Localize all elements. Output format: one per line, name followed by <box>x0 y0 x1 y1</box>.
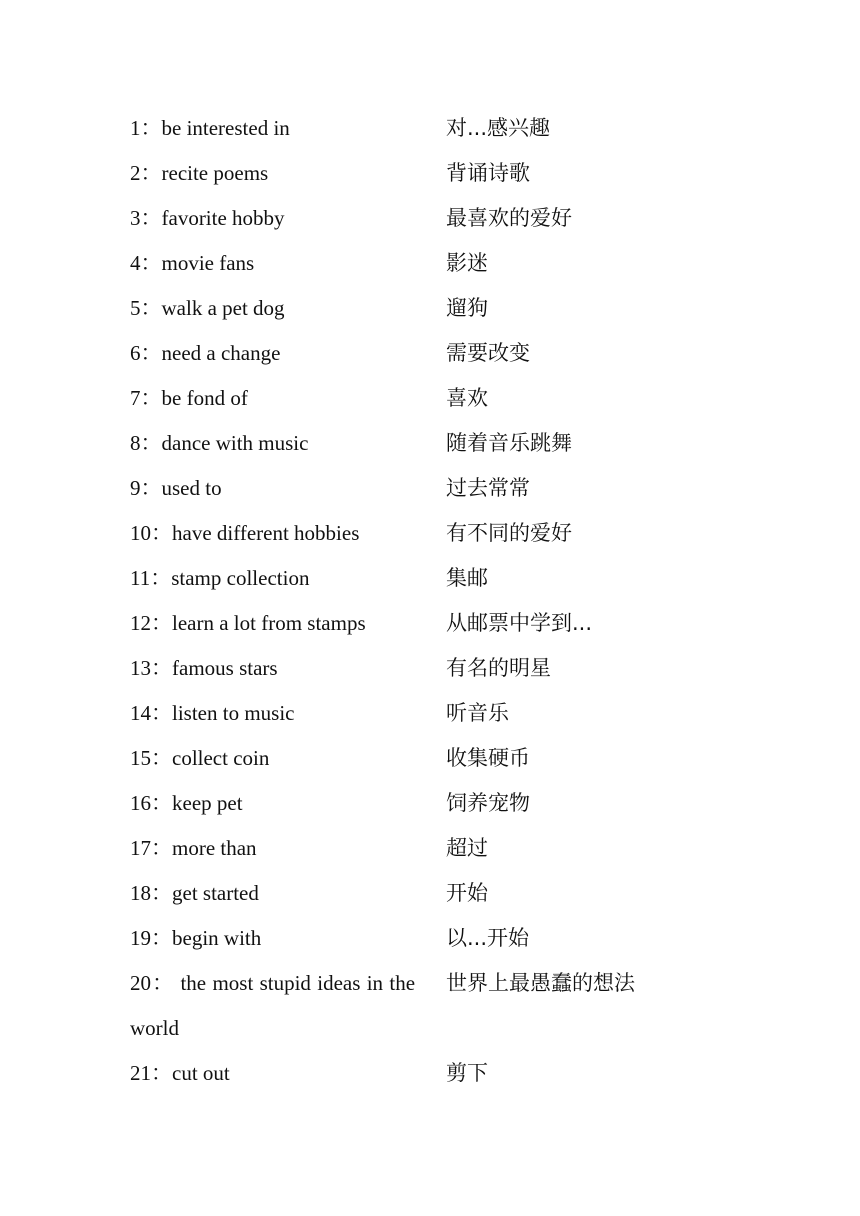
chinese-translation: 集邮 <box>446 566 488 590</box>
vocab-row <box>130 472 730 517</box>
chinese-translation: 过去常常 <box>446 476 530 500</box>
english-phrase <box>130 607 415 639</box>
english-text: get started <box>172 881 259 905</box>
chinese-translation: 饲养宠物 <box>446 791 530 815</box>
chinese-translation: 需要改变 <box>446 341 530 365</box>
vocab-row <box>130 382 730 427</box>
english-text: need a change <box>161 341 281 365</box>
chinese-translation: 影迷 <box>446 251 488 275</box>
english-text: more than <box>172 836 257 860</box>
item-number: 13： <box>130 656 172 680</box>
vocab-row <box>130 202 730 247</box>
item-number: 14： <box>130 701 172 725</box>
english-text: have different hobbies <box>172 521 360 545</box>
english-text: used to <box>161 476 222 500</box>
vocab-row <box>130 967 730 1057</box>
english-phrase <box>130 517 415 549</box>
item-number: 7： <box>130 386 162 410</box>
chinese-translation: 对...感兴趣 <box>446 116 551 140</box>
chinese-translation: 开始 <box>446 881 488 905</box>
english-phrase <box>130 427 415 459</box>
vocabulary-list <box>130 112 730 1102</box>
item-number: 16： <box>130 791 172 815</box>
chinese-translation: 剪下 <box>446 1061 488 1085</box>
vocab-row <box>130 247 730 292</box>
vocab-row <box>130 517 730 562</box>
chinese-translation: 遛狗 <box>446 296 488 320</box>
english-phrase <box>130 112 415 144</box>
english-text: stamp collection <box>171 566 310 590</box>
chinese-translation: 随着音乐跳舞 <box>446 431 572 455</box>
english-text: recite poems <box>161 161 269 185</box>
english-phrase <box>130 1057 415 1089</box>
vocab-row <box>130 292 730 337</box>
item-number: 11： <box>130 566 172 590</box>
vocab-row <box>130 337 730 382</box>
english-text: keep pet <box>172 791 243 815</box>
vocab-row <box>130 112 730 157</box>
item-number: 19： <box>130 926 172 950</box>
chinese-translation: 背诵诗歌 <box>446 161 530 185</box>
english-phrase <box>130 382 415 414</box>
item-number: 18： <box>130 881 172 905</box>
english-text: be interested in <box>161 116 290 140</box>
item-number: 10： <box>130 521 172 545</box>
english-phrase <box>130 742 415 774</box>
english-phrase <box>130 247 415 279</box>
chinese-translation: 喜欢 <box>446 386 488 410</box>
chinese-translation: 世界上最愚蠢的想法 <box>446 971 635 995</box>
english-text: be fond of <box>161 386 248 410</box>
item-number: 6： <box>130 341 162 365</box>
chinese-translation: 听音乐 <box>446 701 509 725</box>
vocab-row <box>130 742 730 787</box>
item-number: 3： <box>130 206 162 230</box>
english-phrase <box>130 961 415 1051</box>
vocab-row <box>130 157 730 202</box>
english-phrase <box>130 562 415 594</box>
item-number: 1： <box>130 116 162 140</box>
english-text: cut out <box>172 1061 230 1085</box>
english-phrase <box>130 877 415 909</box>
english-phrase <box>130 652 415 684</box>
vocab-row <box>130 787 730 832</box>
item-number: 4： <box>130 251 162 275</box>
item-number: 20： <box>130 971 175 995</box>
chinese-translation: 从邮票中学到... <box>446 611 593 635</box>
english-text: begin with <box>172 926 262 950</box>
english-text: listen to music <box>172 701 295 725</box>
english-text: dance with music <box>161 431 309 455</box>
item-number: 9： <box>130 476 162 500</box>
vocab-row <box>130 832 730 877</box>
item-number: 12： <box>130 611 172 635</box>
vocab-row <box>130 877 730 922</box>
vocab-row <box>130 427 730 472</box>
item-number: 21： <box>130 1061 172 1085</box>
vocab-row <box>130 607 730 652</box>
english-phrase <box>130 472 415 504</box>
english-text: walk a pet dog <box>161 296 285 320</box>
english-text: movie fans <box>161 251 255 275</box>
english-phrase <box>130 697 415 729</box>
english-phrase <box>130 202 415 234</box>
english-phrase <box>130 157 415 189</box>
vocab-row <box>130 1057 730 1102</box>
chinese-translation: 最喜欢的爱好 <box>446 206 572 230</box>
item-number: 15： <box>130 746 172 770</box>
english-phrase <box>130 292 415 324</box>
english-phrase <box>130 832 415 864</box>
english-phrase <box>130 922 415 954</box>
english-phrase <box>130 337 415 369</box>
chinese-translation: 超过 <box>446 836 488 860</box>
item-number: 2： <box>130 161 162 185</box>
vocab-row <box>130 697 730 742</box>
english-text: learn a lot from stamps <box>172 611 366 635</box>
english-phrase <box>130 787 415 819</box>
item-number: 17： <box>130 836 172 860</box>
vocab-row <box>130 652 730 697</box>
item-number: 5： <box>130 296 162 320</box>
english-text: the most stupid ideas in the world <box>130 971 416 1040</box>
chinese-translation: 有名的明星 <box>446 656 551 680</box>
english-text: collect coin <box>172 746 270 770</box>
english-text: famous stars <box>172 656 278 680</box>
chinese-translation: 有不同的爱好 <box>446 521 572 545</box>
vocab-row <box>130 562 730 607</box>
chinese-translation: 收集硬币 <box>446 746 530 770</box>
english-text: favorite hobby <box>161 206 285 230</box>
item-number: 8： <box>130 431 162 455</box>
chinese-translation: 以...开始 <box>446 926 530 950</box>
